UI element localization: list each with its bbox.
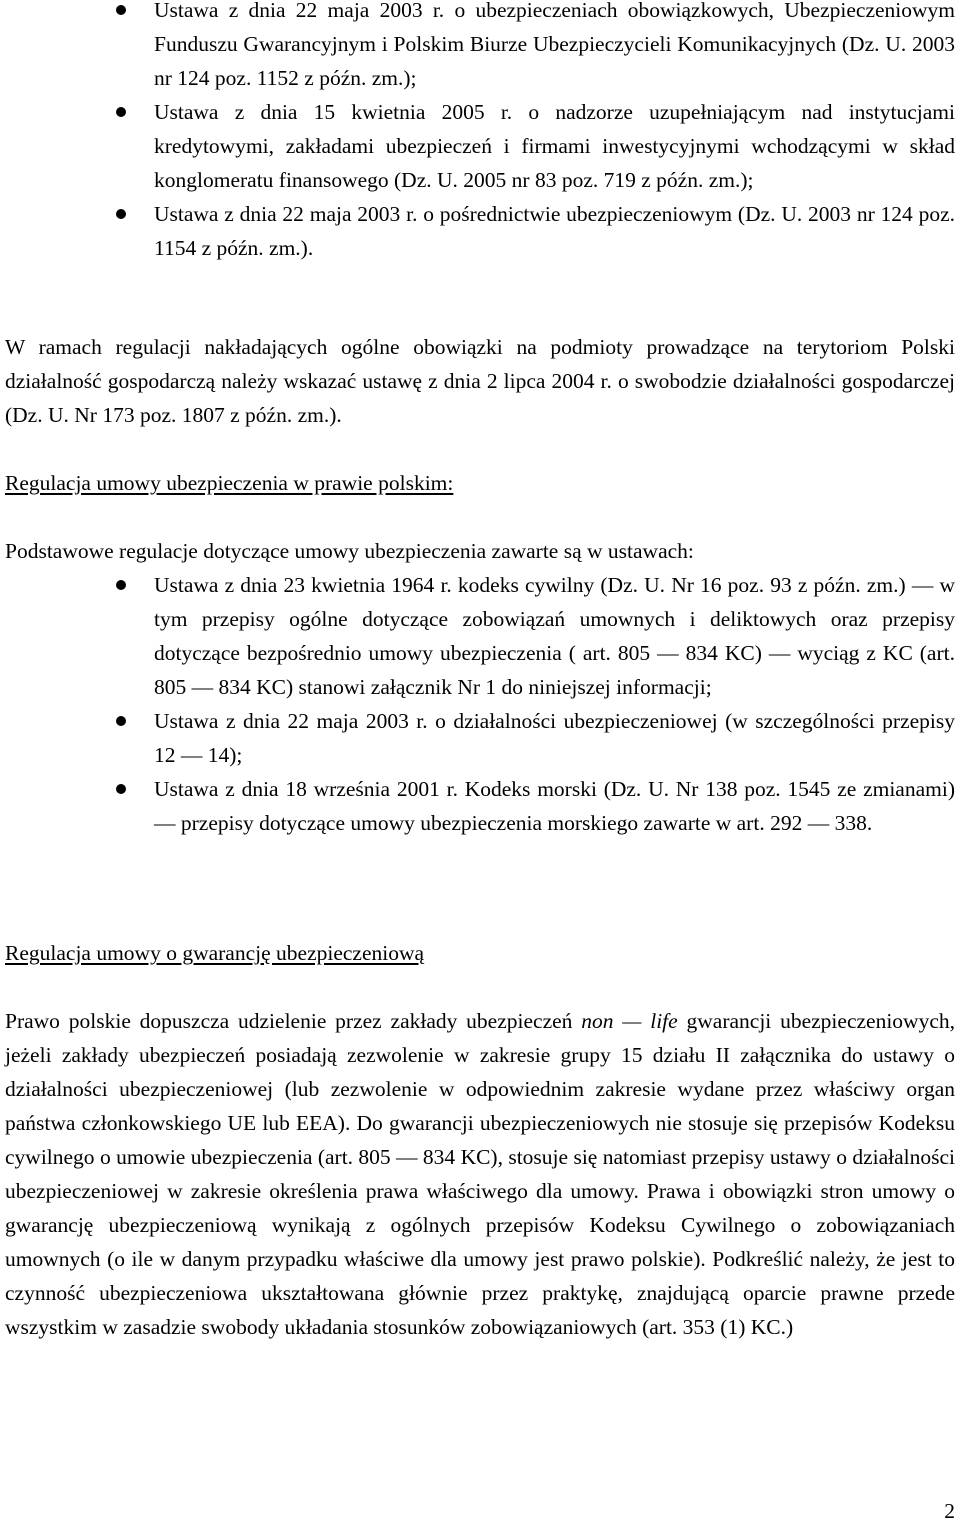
section-heading-insurance-contract: Regulacja umowy ubezpieczenia w prawie polskim: bbox=[5, 471, 454, 495]
statute-list-2 bbox=[5, 568, 955, 840]
list-item-text: Ustawa z dnia 15 kwietnia 2005 r. o nadzorze uzupełniającym nad instytucjami kredytowymi, zakładami ubezpieczeń i firmami inwestycyjnymi wchodzącymi w skład konglomeratu finansowego (Dz. U. 2005 nr 83 poz. 719 z późn. zm.); bbox=[154, 100, 955, 192]
italic-term: non — life bbox=[581, 1009, 678, 1033]
list-item-text: Ustawa z dnia 18 września 2001 r. Kodeks morski (Dz. U. Nr 138 poz. 1545 ze zmianami) — przepisy dotyczące umowy ubezpieczenia morskiego zawarte w art. 292 — 338. bbox=[154, 777, 955, 835]
paragraph-text: Prawo polskie dopuszcza udzielenie przez zakłady ubezpieczeń bbox=[5, 1009, 582, 1033]
list-item-text: Ustawa z dnia 22 maja 2003 r. o działalności ubezpieczeniowej (w szczególności przepisy 12 — 14); bbox=[154, 709, 955, 767]
list-item-text: Ustawa z dnia 23 kwietnia 1964 r. kodeks cywilny (Dz. U. Nr 16 poz. 93 z późn. zm.) — w tym przepisy ogólne dotyczące zobowiązań umownych i deliktowych oraz przepisy dotyczące bezpośrednio umowy ubezpieczenia ( art. 805 — 834 KC) — wyciąg z KC (art. 805 — 834 KC) stanowi załącznik Nr 1 do niniejszej informacji; bbox=[154, 573, 955, 699]
page-number: 2 bbox=[944, 1499, 955, 1523]
bullet-icon bbox=[116, 716, 126, 726]
list-item bbox=[5, 772, 955, 840]
paragraph-text: gwarancji ubezpieczeniowych, jeżeli zakłady ubezpieczeń posiadają zezwolenie w zakresie grupy 15 działu II załącznika do ustawy o działalności ubezpieczeniowej (lub zezwolenie w odpowiednim zakresie wydane przez właściwy organ państwa członkowskiego UE lub EEA). Do gwarancji ubezpieczeniowych nie stosuje się przepisów Kodeksu cywilnego o umowie ubezpieczenia (art. 805 — 834 KC), stosuje się natomiast przepisy ustawy o działalności ubezpieczeniowej w zakresie określenia prawa właściwego dla umowy. Prawa i obowiązki stron umowy o gwarancję ubezpieczeniową wynikają z ogólnych przepisów Kodeksu Cywilnego o zobowiązaniach umownych (o ile w danym przypadku właściwe dla umowy jest prawo polskie). Podkreślić należy, że jest to czynność ubezpieczeniowa ukształtowana głównie przez praktykę, znajdującą oparcie prawne przede wszystkim w zasadzie swobody układania stosunków zobowiązaniowych (art. 353 (1) KC.) bbox=[5, 1009, 955, 1339]
list-item-text: Ustawa z dnia 22 maja 2003 r. o ubezpieczeniach obowiązkowych, Ubezpieczeniowym Funduszu Gwarancyjnym i Polskim Biurze Ubezpieczycieli Komunikacyjnych (Dz. U. 2003 nr 124 poz. 1152 z późn. zm.); bbox=[154, 0, 955, 90]
bullet-icon bbox=[116, 209, 126, 219]
paragraph-guarantee bbox=[5, 1004, 955, 1344]
list-item bbox=[5, 197, 955, 265]
statute-list-1 bbox=[5, 0, 955, 265]
bullet-icon bbox=[116, 107, 126, 117]
section-heading-guarantee: Regulacja umowy o gwarancję ubezpieczeniową bbox=[5, 941, 425, 965]
bullet-icon bbox=[116, 580, 126, 590]
paragraph-basic-regulations: Podstawowe regulacje dotyczące umowy ubezpieczenia zawarte są w ustawach: bbox=[5, 539, 694, 563]
bullet-icon bbox=[116, 784, 126, 794]
list-item bbox=[5, 704, 955, 772]
list-item bbox=[5, 0, 955, 95]
paragraph-business-freedom: W ramach regulacji nakładających ogólne obowiązki na podmioty prowadzące na terytoriom Polski działalność gospodarczą należy wskazać ustawę z dnia 2 lipca 2004 r. o swobodzie działalności gospodarczej (Dz. U. Nr 173 poz. 1807 z późn. zm.). bbox=[5, 335, 955, 427]
bullet-icon bbox=[116, 5, 126, 15]
list-item bbox=[5, 568, 955, 704]
list-item-text: Ustawa z dnia 22 maja 2003 r. o pośrednictwie ubezpieczeniowym (Dz. U. 2003 nr 124 poz. 1154 z późn. zm.). bbox=[154, 202, 955, 260]
list-item bbox=[5, 95, 955, 197]
